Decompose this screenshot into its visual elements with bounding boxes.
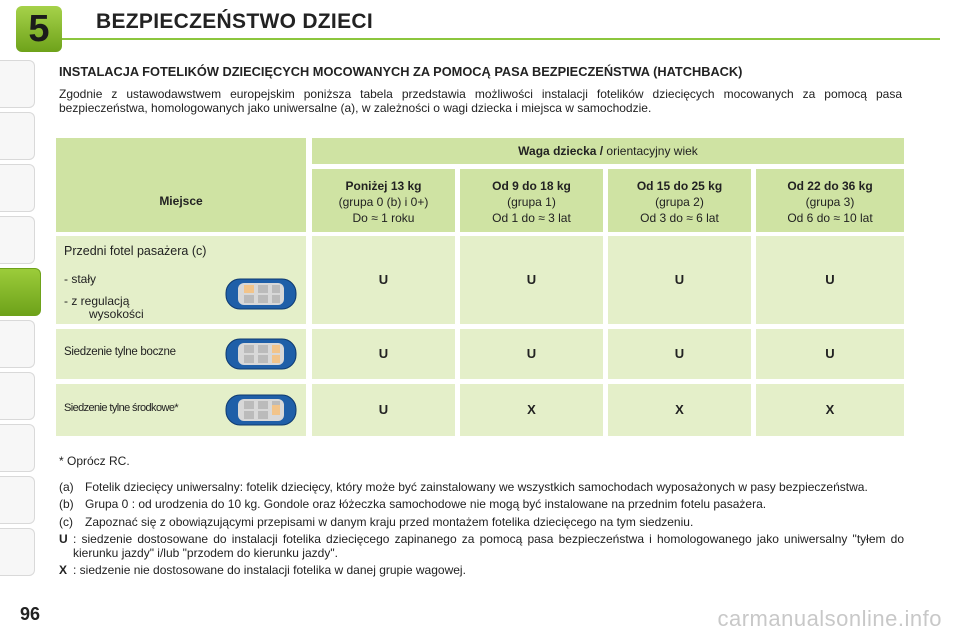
note-item: (b) Grupa 0 : od urodzenia do 10 kg. Gondole oraz łóżeczka samochodowe nie mogą być instalowane na przednim fotelu pasażera. xyxy=(59,497,767,511)
table-row-seat: Siedzenie tylne boczne xyxy=(56,329,306,379)
group-header: Poniżej 13 kg (grupa 0 (b) i 0+) Do ≈ 1 roku xyxy=(312,169,455,232)
table-cell: U xyxy=(312,384,455,436)
place-header: Miejsce xyxy=(159,194,203,208)
table-cell: U xyxy=(608,236,751,324)
chapter-title: BEZPIECZEŃSTWO DZIECI xyxy=(96,10,373,33)
side-tab-active[interactable] xyxy=(0,268,41,316)
car-seat-diagram-icon xyxy=(222,274,300,314)
table-cell: X xyxy=(756,384,904,436)
table-cell: U xyxy=(756,236,904,324)
table-cell: X xyxy=(460,384,603,436)
group-header: Od 15 do 25 kg (grupa 2) Od 3 do ≈ 6 lat xyxy=(608,169,751,232)
header-rule xyxy=(60,38,940,40)
side-tab[interactable] xyxy=(0,164,35,212)
group-header: Od 22 do 36 kg (grupa 3) Od 6 do ≈ 10 lat xyxy=(756,169,904,232)
section-title: INSTALACJA FOTELIKÓW DZIECIĘCYCH MOCOWANYCH ZA POMOCĄ PASA BEZPIECZEŃSTWA (HATCHBACK) xyxy=(59,64,743,79)
side-tab[interactable] xyxy=(0,216,35,264)
note-item: (a) Fotelik dziecięcy uniwersalny: fotelik dziecięcy, który może być zainstalowany we wszystkich samochodach wyposażonych w pasy bezpieczeństwa. xyxy=(59,479,868,494)
place-header-cell xyxy=(56,138,306,232)
table-cell: U xyxy=(312,236,455,324)
table-row-seat: Siedzenie tylne środkowe* xyxy=(56,384,306,436)
side-tab[interactable] xyxy=(0,320,35,368)
watermark: carmanualsonline.info xyxy=(717,606,942,631)
table-row-seat: Przedni fotel pasażera (c) - stały - z regulacją wysokości xyxy=(56,236,306,324)
chapter-side-tabs xyxy=(0,60,46,580)
side-tab[interactable] xyxy=(0,528,35,576)
table-cell: U xyxy=(312,329,455,379)
note-item: X : siedzenie nie dostosowane do instalacji fotelika w danej grupie wagowej. xyxy=(59,563,466,577)
notes-section xyxy=(59,455,904,578)
weight-header-rest: orientacyjny wiek xyxy=(603,144,698,158)
chapter-number-badge: 5 xyxy=(16,6,62,52)
side-tab[interactable] xyxy=(0,424,35,472)
weight-header-bold: Waga dziecka / xyxy=(518,144,604,158)
table-cell: U xyxy=(756,329,904,379)
table-cell: U xyxy=(608,329,751,379)
group-header: Od 9 do 18 kg (grupa 1) Od 1 do ≈ 3 lat xyxy=(460,169,603,232)
footnote: * Oprócz RC. xyxy=(59,454,130,468)
car-seat-diagram-icon xyxy=(222,390,300,430)
car-seat-diagram-icon xyxy=(222,334,300,374)
side-tab[interactable] xyxy=(0,476,35,524)
side-tab[interactable] xyxy=(0,372,35,420)
note-item: U : siedzenie dostosowane do instalacji fotelika dziecięcego zapinanego za pomocą pasa bezpieczeństwa i homologowanego jako uniwersalny "tyłem do kierunku jazdy" i/lub "przodem do kierunku jazdy". xyxy=(59,532,904,560)
page-number: 96 xyxy=(20,604,41,624)
side-tab[interactable] xyxy=(0,112,35,160)
table-cell: X xyxy=(608,384,751,436)
table-cell: U xyxy=(460,329,603,379)
table-cell: U xyxy=(460,236,603,324)
side-tab[interactable] xyxy=(0,60,35,108)
note-item: (c) Zapoznać się z obowiązującymi przepisami w danym kraju przed montażem fotelika dziecięcego na tym siedzeniu. xyxy=(59,514,694,529)
weight-header xyxy=(312,138,904,164)
intro-paragraph: Zgodnie z ustawodawstwem europejskim poniższa tabela przedstawia możliwości instalacji fotelików dziecięcych mocowanych za pomocą pasa bezpieczeństwa, homologowanych jako uniwersalne (a), w zależności o wagi dziecka i miejsca w samochodzie. xyxy=(59,87,902,115)
